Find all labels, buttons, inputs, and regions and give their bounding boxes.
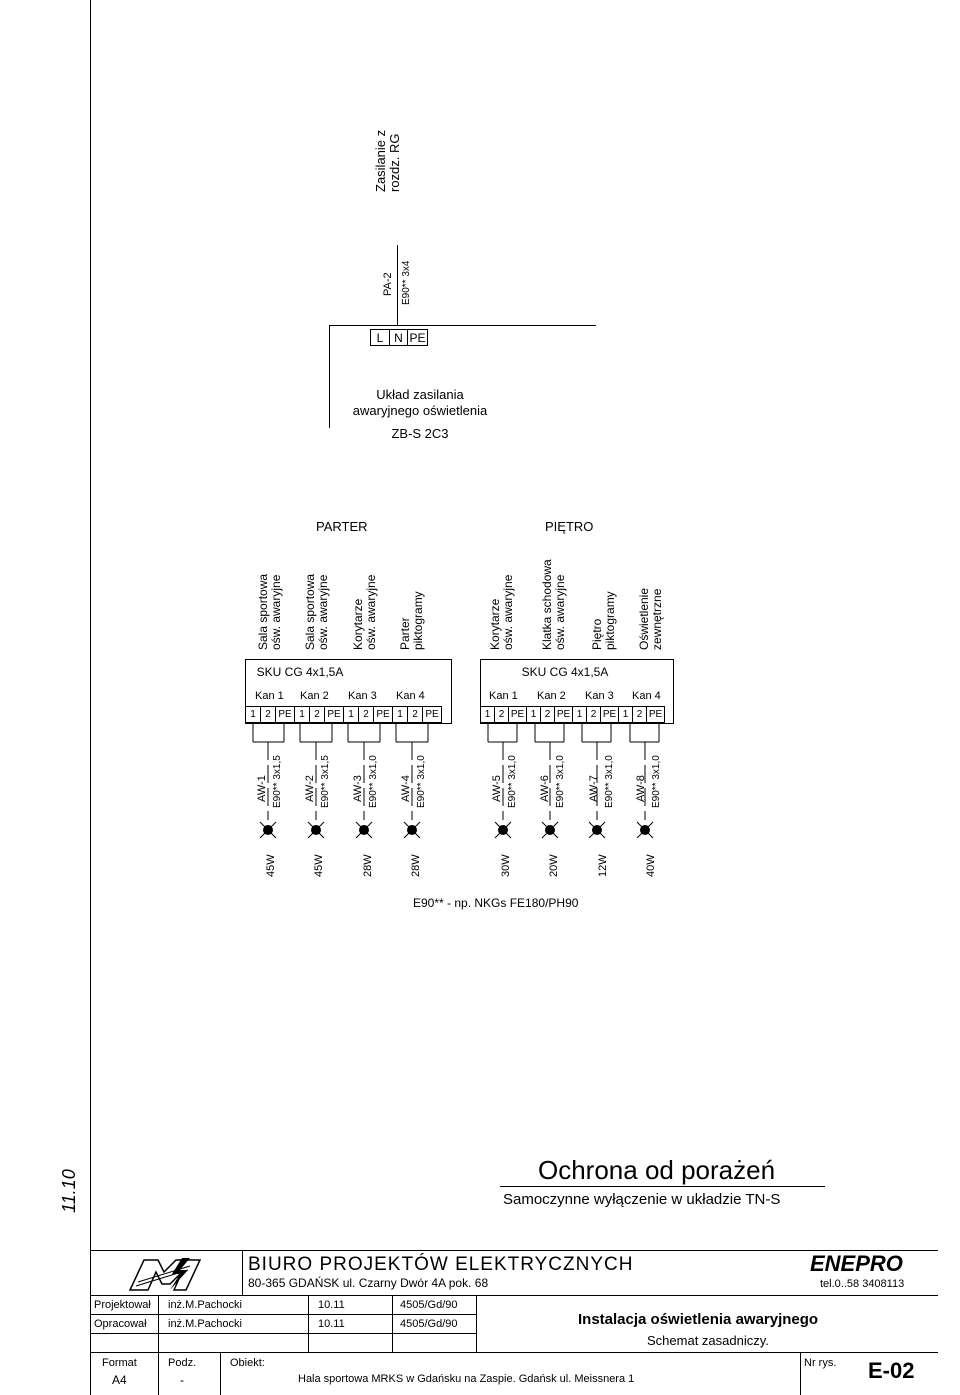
module-1-terminal: 2 xyxy=(407,706,423,723)
circuit-power-2: 45W xyxy=(313,854,325,877)
module-1-title: SKU CG 4x1,5A xyxy=(256,665,344,679)
tb-col-2 xyxy=(308,1295,309,1352)
heading-subtitle: Samoczynne wyłączenie w układzie TN-S xyxy=(503,1191,781,1208)
circuit-power-4: 28W xyxy=(410,854,422,877)
tb-col-podz xyxy=(220,1352,221,1395)
module-1-terminal: 2 xyxy=(309,706,325,723)
format-label: Format xyxy=(102,1357,137,1369)
format-value: A4 xyxy=(112,1373,127,1387)
module-2-terminal: 2 xyxy=(586,706,601,723)
cable-note: E90** - np. NKGs FE180/PH90 xyxy=(413,896,579,910)
section-parter: PARTER xyxy=(316,519,368,534)
nr-label: Nr rys. xyxy=(804,1357,837,1369)
module-1-kan-2: Kan 2 xyxy=(300,690,329,702)
supply-cable-id: PA-2 xyxy=(382,272,394,296)
module-1-terminal: 1 xyxy=(392,706,408,723)
circuit-desc-3: Korytarze ośw. awaryjne xyxy=(351,574,379,650)
module-2-terminal: 1 xyxy=(572,706,587,723)
circuit-desc-4: Parter piktogramy xyxy=(398,591,426,650)
tb-logo-divider xyxy=(242,1250,243,1295)
circuit-id-7: AW-7 xyxy=(588,775,600,802)
supply-source-label: Zasilanie z rozdz. RG xyxy=(373,129,403,192)
drawing-title: Instalacja oświetlenia awaryjnego xyxy=(578,1311,819,1328)
circuit-id-8: AW-8 xyxy=(635,775,647,802)
module-1-kan-4: Kan 4 xyxy=(396,690,425,702)
tb-col-nr xyxy=(800,1352,801,1395)
tb-col-4 xyxy=(476,1295,477,1352)
tb-left-line xyxy=(90,1230,91,1395)
module-1-terminal: 1 xyxy=(245,706,261,723)
board-model: ZB-S 2C3 xyxy=(391,426,449,441)
module-2-terminal: 1 xyxy=(618,706,633,723)
circuit-cable-6: E90** 3x1,0 xyxy=(555,755,566,808)
module-1-terminal: PE xyxy=(373,706,393,723)
section-pietro: PIĘTRO xyxy=(545,519,594,534)
supply-cable-type: E90** 3x4 xyxy=(401,260,412,305)
name-1: inż.M.Pachocki xyxy=(168,1299,242,1311)
terminal-n: N xyxy=(389,329,408,346)
module-2-terminal: PE xyxy=(600,706,619,723)
module-2-terminal: 1 xyxy=(526,706,541,723)
circuit-cable-4: E90** 3x1,0 xyxy=(416,755,427,808)
podz-value: - xyxy=(180,1373,184,1387)
module-2-kan-4: Kan 4 xyxy=(632,690,661,702)
tb-line-4 xyxy=(90,1333,476,1334)
tb-col-1 xyxy=(158,1295,159,1395)
module-2-terminal: PE xyxy=(554,706,573,723)
module-2-terminal: 2 xyxy=(540,706,555,723)
module-1-terminal: PE xyxy=(422,706,442,723)
circuit-desc-2: Sala sportowa ośw. awaryjne xyxy=(303,573,331,650)
office-phone: tel.0..58 3408113 xyxy=(820,1278,905,1290)
module-2-kan-2: Kan 2 xyxy=(537,690,566,702)
object-value: Hala sportowa MRKS w Gdańsku na Zaspie. Gdańsk ul. Meissnera 1 xyxy=(298,1373,635,1385)
module-2-terminal: PE xyxy=(508,706,527,723)
podz-label: Podz. xyxy=(168,1357,197,1369)
circuit-cable-8: E90** 3x1,0 xyxy=(651,755,662,808)
circuit-desc-6: Klatka schodowa ośw. awaryjne xyxy=(540,559,568,650)
circuit-power-6: 20W xyxy=(548,854,560,877)
circuit-cable-3: E90** 3x1,0 xyxy=(368,755,379,808)
board-description: Układ zasilania awaryjnego oświetlenia xyxy=(352,387,488,418)
module-1-terminal: 1 xyxy=(294,706,310,723)
company-logo xyxy=(120,1256,210,1292)
section-number: 11.10 xyxy=(59,1169,79,1213)
module-1-terminal: 2 xyxy=(358,706,374,723)
circuit-desc-8: Oświetlenie zewnętrzne xyxy=(637,587,665,650)
date-1: 10.11 xyxy=(318,1299,345,1311)
module-2-terminal: 2 xyxy=(632,706,647,723)
role-1: Projektował xyxy=(94,1299,151,1311)
drawing-number: E-02 xyxy=(868,1358,915,1383)
circuit-id-1: AW-1 xyxy=(256,775,268,802)
circuit-power-8: 40W xyxy=(645,854,657,877)
module-2-terminal: PE xyxy=(646,706,665,723)
module-1-terminal: PE xyxy=(324,706,344,723)
name-2: inż.M.Pachocki xyxy=(168,1318,242,1330)
office-address: 80-365 GDAŃSK ul. Czarny Dwór 4A pok. 68 xyxy=(248,1276,489,1290)
module-2-kan-3: Kan 3 xyxy=(585,690,614,702)
terminal-pe: PE xyxy=(407,329,428,346)
circuit-id-3: AW-3 xyxy=(352,775,364,802)
circuit-id-2: AW-2 xyxy=(304,775,316,802)
circuit-cable-5: E90** 3x1,0 xyxy=(507,755,518,808)
circuit-power-3: 28W xyxy=(362,854,374,877)
tb-col-3 xyxy=(392,1295,393,1352)
module-1-terminal: PE xyxy=(275,706,295,723)
circuit-id-4: AW-4 xyxy=(400,775,412,802)
circuit-cable-2: E90** 3x1,5 xyxy=(320,755,331,808)
heading-underline xyxy=(500,1186,825,1187)
terminal-l: L xyxy=(370,329,390,346)
circuit-cable-1: E90** 3x1,5 xyxy=(272,755,283,808)
module-1-terminal: 2 xyxy=(260,706,276,723)
tb-line-3 xyxy=(90,1314,476,1315)
brand-name: ENEPRO xyxy=(810,1251,903,1276)
tb-line-2 xyxy=(90,1295,938,1296)
module-2-terminal: 1 xyxy=(480,706,495,723)
circuit-id-5: AW-5 xyxy=(491,775,503,802)
module-2-terminal: 2 xyxy=(494,706,509,723)
module-2-title: SKU CG 4x1,5A xyxy=(521,665,609,679)
license-2: 4505/Gd/90 xyxy=(400,1318,458,1330)
object-label: Obiekt: xyxy=(230,1357,265,1369)
tb-line-5 xyxy=(90,1352,938,1353)
heading-title: Ochrona od porażeń xyxy=(538,1155,776,1185)
circuit-desc-5: Korytarze ośw. awaryjne xyxy=(488,574,516,650)
circuit-power-7: 12W xyxy=(597,854,609,877)
module-2-kan-1: Kan 1 xyxy=(489,690,518,702)
module-1-kan-3: Kan 3 xyxy=(348,690,377,702)
role-2: Opracował xyxy=(94,1318,147,1330)
date-2: 10.11 xyxy=(318,1318,345,1330)
module-1-kan-1: Kan 1 xyxy=(255,690,284,702)
circuit-desc-7: Piętro piktogramy xyxy=(590,591,618,650)
module-1-terminal: 1 xyxy=(343,706,359,723)
circuit-power-5: 30W xyxy=(500,854,512,877)
license-1: 4505/Gd/90 xyxy=(400,1299,458,1311)
drawing-subtitle: Schemat zasadniczy. xyxy=(647,1333,769,1348)
office-name: BIURO PROJEKTÓW ELEKTRYCZNYCH xyxy=(248,1254,634,1275)
circuit-power-1: 45W xyxy=(265,854,277,877)
circuit-cable-7: E90** 3x1,0 xyxy=(604,755,615,808)
circuit-desc-1: Sala sportowa ośw. awaryjne xyxy=(256,573,284,650)
circuit-id-6: AW-6 xyxy=(539,775,551,802)
